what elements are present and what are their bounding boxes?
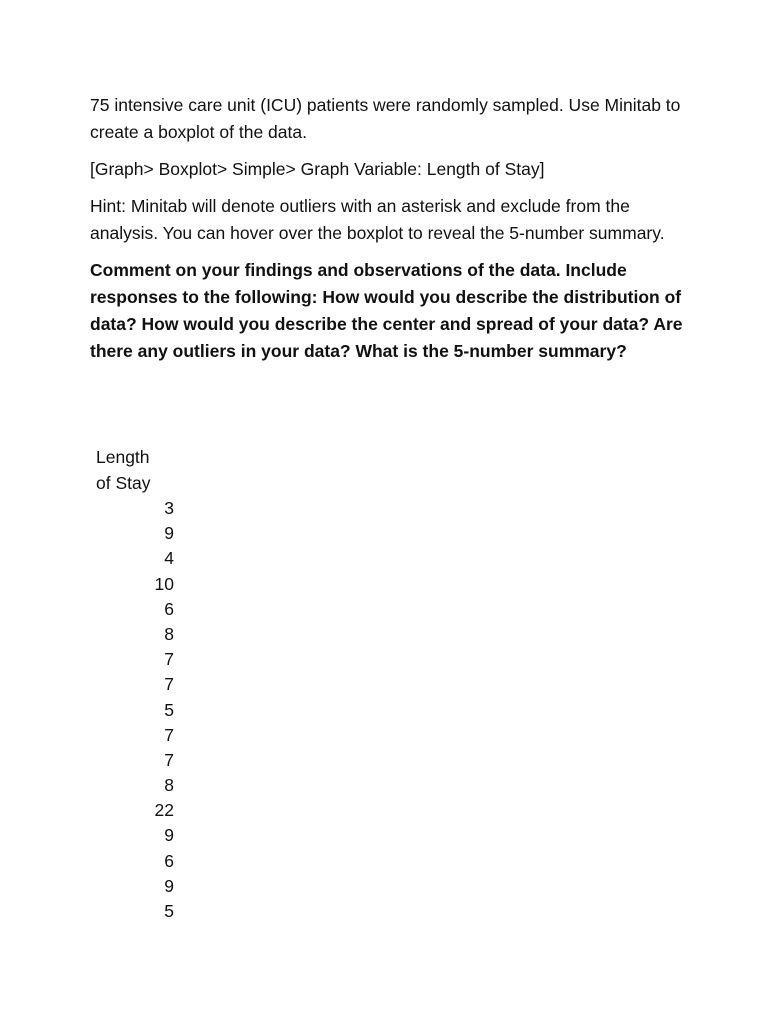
length-of-stay-values	[96, 496, 174, 924]
length-of-stay-value: 7	[164, 649, 174, 670]
length-of-stay-value: 10	[154, 573, 174, 594]
column-header	[96, 444, 166, 496]
length-of-stay-value: 9	[164, 825, 174, 846]
length-of-stay-value: 6	[164, 598, 174, 619]
minitab-menu-path: [Graph> Boxplot> Simple> Graph Variable: Length of Stay]	[90, 159, 545, 179]
intro-paragraph: 75 intensive care unit (ICU) patients were randomly sampled. Use Minitab to create a boxplot of the data.	[90, 95, 681, 142]
length-of-stay-value: 9	[164, 875, 174, 896]
length-of-stay-value: 22	[154, 800, 174, 821]
column-header-line-2: of Stay	[96, 473, 151, 493]
length-of-stay-value: 7	[164, 674, 174, 695]
length-of-stay-value: 5	[164, 699, 174, 720]
length-of-stay-value: 7	[164, 749, 174, 770]
length-of-stay-value: 9	[164, 523, 174, 544]
length-of-stay-value: 8	[164, 775, 174, 796]
column-header-line-1: Length	[96, 447, 150, 467]
length-of-stay-value: 8	[164, 623, 174, 644]
document-body	[90, 92, 690, 375]
length-of-stay-value: 4	[164, 548, 174, 569]
length-of-stay-table	[96, 444, 196, 924]
length-of-stay-value: 7	[164, 724, 174, 745]
length-of-stay-value: 3	[164, 498, 174, 518]
hint-paragraph: Hint: Minitab will denote outliers with an asterisk and exclude from the analysis. You can hover over the boxplot to reveal the 5-number summary.	[90, 196, 665, 243]
length-of-stay-value: 5	[164, 901, 174, 921]
question-paragraph: Comment on your findings and observations of the data. Include responses to the following: How would you describe the distribution of data? How would you describe the center and spread of your data? Are there any outliers in your data? What is the 5-number summary?	[90, 260, 683, 361]
length-of-stay-value: 6	[164, 850, 174, 871]
